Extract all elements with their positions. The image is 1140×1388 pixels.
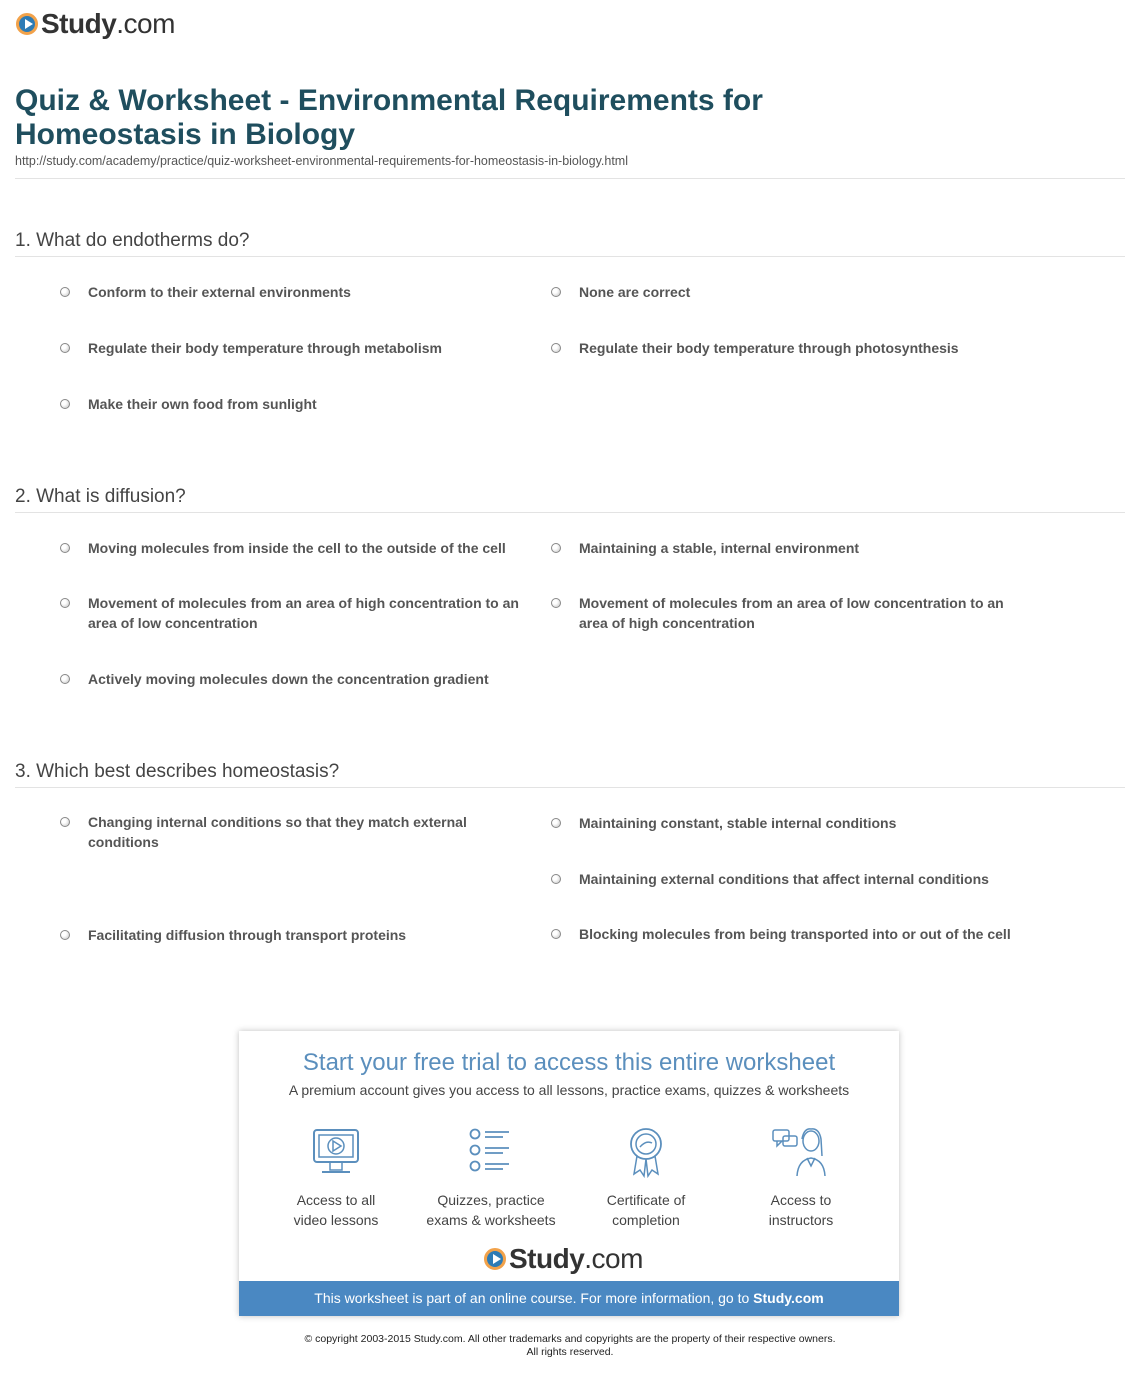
answer-option[interactable]: Actively moving molecules down the concentration gradient	[60, 669, 528, 689]
feature-label: Access to all	[296, 1192, 376, 1208]
video-lesson-icon	[310, 1126, 362, 1178]
logo-suffix: .com	[116, 8, 175, 39]
answer-option[interactable]: Regulate their body temperature through metabolism	[60, 338, 528, 358]
answer-option[interactable]: Maintaining external conditions that affect internal conditions	[551, 869, 1019, 889]
divider	[15, 512, 1125, 513]
page-title: Quiz & Worksheet - Environmental Requirements for Homeostasis in Biology	[15, 84, 763, 151]
radio-icon[interactable]	[60, 930, 70, 940]
feature-label: Quizzes, practice	[437, 1192, 545, 1208]
answer-option[interactable]: Conform to their external environments	[60, 282, 528, 302]
promo-subtitle: A premium account gives you access to all lessons, practice exams, quizzes & worksheets	[288, 1082, 850, 1098]
answer-option[interactable]: Regulate their body temperature through photosynthesis	[551, 338, 1019, 358]
radio-icon[interactable]	[551, 929, 561, 939]
feature-label: instructors	[768, 1212, 834, 1228]
feature-label: Access to	[770, 1192, 832, 1208]
play-logo-icon	[16, 13, 38, 35]
radio-icon[interactable]	[60, 287, 70, 297]
copyright-line: © copyright 2003-2015 Study.com. All other trademarks and copyrights are the property of their respective owners.	[304, 1333, 836, 1345]
logo-text: Study	[509, 1243, 585, 1274]
radio-icon[interactable]	[60, 343, 70, 353]
page-url: http://study.com/academy/practice/quiz-worksheet-environmental-requirements-for-homeostasis-in-biology.html	[15, 154, 628, 168]
quiz-list-icon	[465, 1126, 517, 1178]
answer-option[interactable]: Make their own food from sunlight	[60, 394, 528, 414]
play-logo-icon	[484, 1248, 506, 1270]
answer-option[interactable]: Movement of molecules from an area of low concentration to an area of high concentration	[551, 593, 1019, 633]
site-logo[interactable]	[16, 8, 175, 40]
free-trial-promo[interactable]	[239, 1031, 899, 1316]
feature-instructors	[726, 1126, 876, 1230]
feature-label: completion	[612, 1212, 680, 1228]
feature-label: video lessons	[293, 1212, 379, 1228]
answer-option[interactable]: Blocking molecules from being transported into or out of the cell	[551, 924, 1019, 944]
study-link[interactable]: Study.com	[753, 1290, 824, 1306]
question-2: 2. What is diffusion?	[15, 486, 186, 507]
answer-option[interactable]: Movement of molecules from an area of high concentration to an area of low concentration	[60, 593, 528, 633]
feature-label: Certificate of	[606, 1192, 686, 1208]
answer-option[interactable]: Facilitating diffusion through transport proteins	[60, 925, 528, 945]
logo-suffix: .com	[584, 1243, 643, 1274]
promo-title[interactable]: Start your free trial to access this entire worksheet	[302, 1049, 836, 1076]
answer-option[interactable]: Moving molecules from inside the cell to the outside of the cell	[60, 538, 528, 558]
radio-icon[interactable]	[60, 674, 70, 684]
feature-video-lessons	[261, 1126, 411, 1230]
radio-icon[interactable]	[551, 287, 561, 297]
answer-option[interactable]: Maintaining constant, stable internal conditions	[551, 813, 1019, 833]
radio-icon[interactable]	[551, 598, 561, 608]
logo-text: Study	[41, 8, 117, 39]
feature-certificate	[571, 1126, 721, 1230]
promo-logo[interactable]	[484, 1243, 643, 1275]
radio-icon[interactable]	[60, 598, 70, 608]
radio-icon[interactable]	[551, 874, 561, 884]
radio-icon[interactable]	[551, 343, 561, 353]
divider	[15, 178, 1125, 179]
question-1: 1. What do endotherms do?	[15, 230, 250, 251]
feature-label: exams & worksheets	[426, 1212, 556, 1228]
promo-bar-text: This worksheet is part of an online course. For more information, go to	[314, 1290, 754, 1306]
radio-icon[interactable]	[60, 543, 70, 553]
copyright-line: All rights reserved.	[526, 1346, 614, 1358]
radio-icon[interactable]	[551, 543, 561, 553]
answer-option[interactable]: Changing internal conditions so that they match external conditions	[60, 812, 528, 852]
radio-icon[interactable]	[60, 817, 70, 827]
divider	[15, 256, 1125, 257]
divider	[15, 787, 1125, 788]
answer-option[interactable]: None are correct	[551, 282, 1019, 302]
feature-quizzes	[416, 1126, 566, 1230]
copyright	[0, 1333, 1140, 1359]
promo-info-bar	[239, 1281, 899, 1316]
instructor-icon	[771, 1126, 831, 1178]
answer-option[interactable]: Maintaining a stable, internal environment	[551, 538, 1019, 558]
radio-icon[interactable]	[551, 818, 561, 828]
question-3: 3. Which best describes homeostasis?	[15, 761, 340, 782]
certificate-icon	[620, 1126, 672, 1178]
radio-icon[interactable]	[60, 399, 70, 409]
